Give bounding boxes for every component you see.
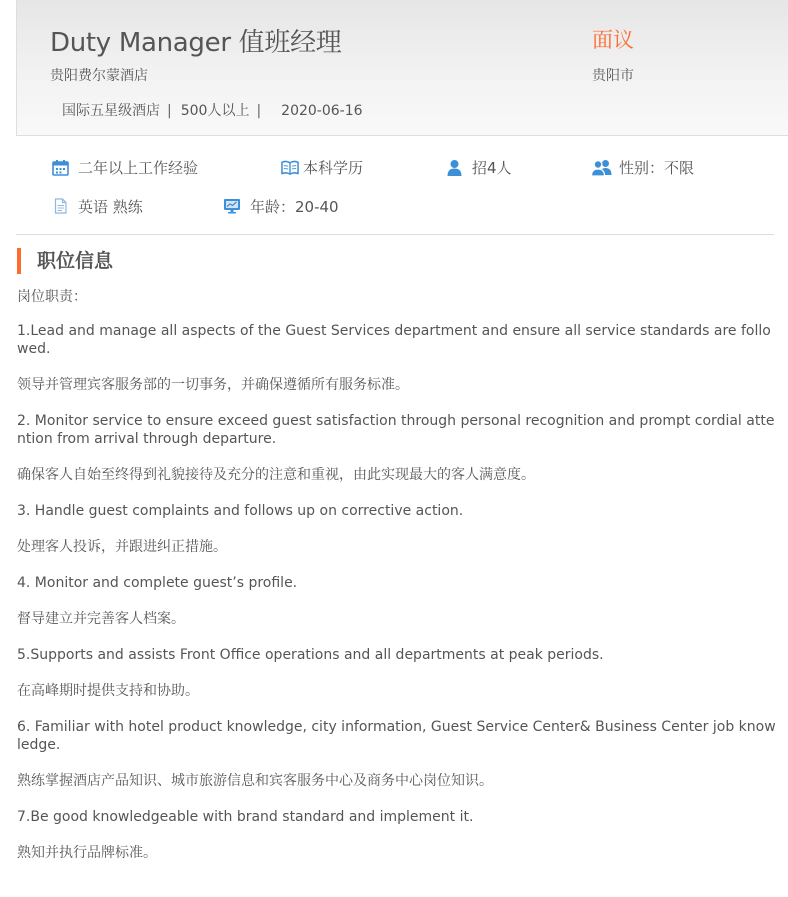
duty-en: 1.Lead and manage all aspects of the Guest Services department and ensure all service standards are followed. [17,323,771,357]
duty-en: 3. Handle guest complaints and follows up on corrective action. [17,503,464,519]
person-icon [445,158,463,176]
monitor-icon [223,197,241,215]
requirement-headcount-label: 招4人 [472,158,512,177]
requirement-experience-label: 二年以上工作经验 [78,158,199,177]
requirement-gender-label: 性别：不限 [619,158,695,177]
salary: 面议 [592,28,634,52]
duty-zh: 在高峰期时提供支持和协助。 [17,683,199,699]
section-title: 职位信息 [17,248,113,274]
company-meta [62,100,363,120]
company-size: 500人以上 [180,103,250,119]
duty-en: 6. Familiar with hotel product knowledge, city information, Guest Service Center& Business Center job knowledge. [17,719,776,753]
duty-zh: 领导并管理宾客服务部的一切事务，并确保遵循所有服务标准。 [17,377,409,393]
duty-en: 5.Supports and assists Front Office operations and all departments at peak periods. [17,647,604,663]
requirement-education [281,157,363,177]
duty-zh: 确保客人自始至终得到礼貌接待及充分的注意和重视，由此实现最大的客人满意度。 [17,467,535,483]
document-icon [51,197,69,215]
post-date: 2020-06-16 [281,103,363,119]
duty-zh: 熟知并执行品牌标准。 [17,845,157,861]
company-name[interactable]: 贵阳费尔蒙酒店 [50,68,148,84]
people-icon [591,158,613,176]
section-divider [16,234,774,235]
job-city: 贵阳市 [592,68,634,84]
duty-en: 2. Monitor service to ensure exceed guest satisfaction through personal recognition and prompt cordial attention from arrival through departure. [17,413,775,447]
requirement-language-label: 英语 熟练 [78,197,143,216]
requirement-gender [591,157,694,177]
calendar-icon [51,158,69,176]
duty-zh: 督导建立并完善客人档案。 [17,611,185,627]
duty-en: 7.Be good knowledgeable with brand standard and implement it. [17,809,474,825]
company-type: 国际五星级酒店 [62,103,160,119]
job-title: Duty Manager 值班经理 [50,28,342,58]
requirement-education-label: 本科学历 [303,158,364,177]
requirement-age [223,196,339,216]
responsibilities-label: 岗位职责： [17,289,87,305]
requirement-age-label: 年龄：20-40 [250,197,339,216]
duty-zh: 熟练掌握酒店产品知识、城市旅游信息和宾客服务中心及商务中心岗位知识。 [17,773,493,789]
job-description [17,288,777,880]
book-icon [281,158,299,176]
duty-zh: 处理客人投诉，并跟进纠正措施。 [17,539,227,555]
meta-separator: | [256,103,262,119]
requirement-headcount [445,157,512,177]
meta-separator: | [167,103,172,119]
duty-en: 4. Monitor and complete guest’s profile. [17,575,298,591]
requirement-experience [51,157,198,177]
requirement-language [51,196,143,216]
